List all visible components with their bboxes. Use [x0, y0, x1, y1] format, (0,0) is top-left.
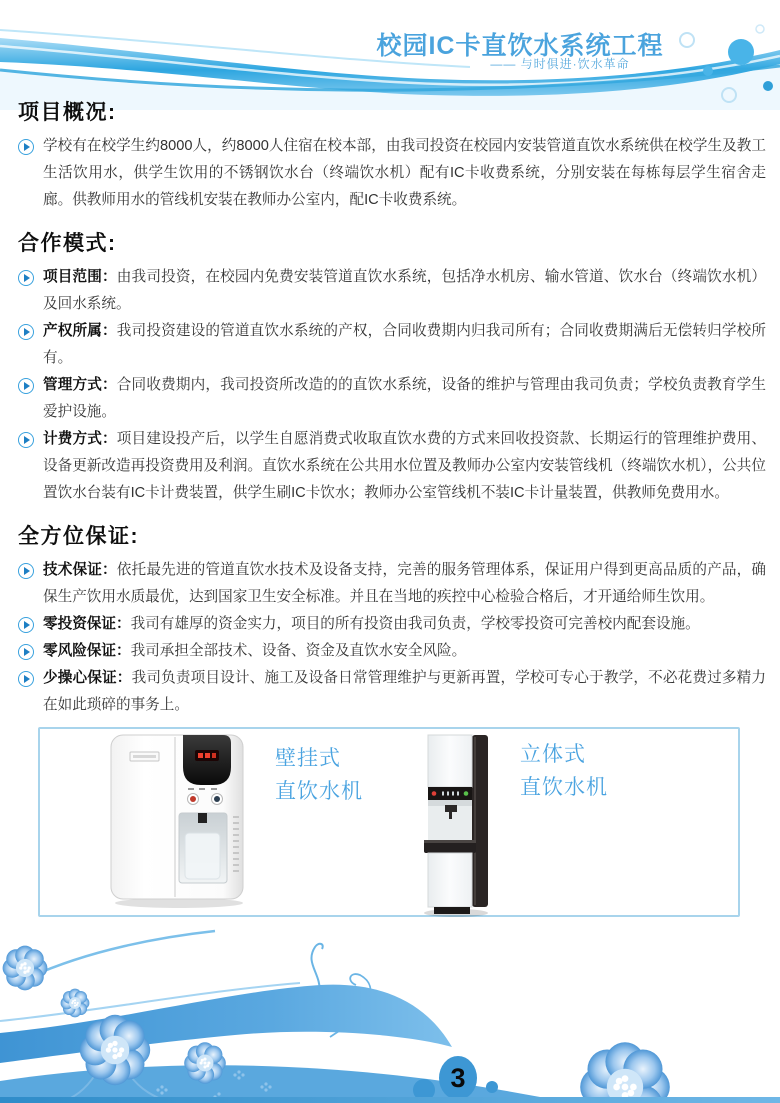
section-cooperation-model	[18, 231, 766, 507]
section-project-overview	[18, 100, 766, 214]
item-text: 合同收费期内，我司投资所改造的的直饮水系统，设备的维护与管理由我司负责；学校负责教育学生爱护设施。	[43, 377, 766, 420]
wall-mounted-dispenser-image	[103, 731, 259, 911]
lower-panel	[428, 853, 472, 907]
bullet-play-icon	[18, 139, 34, 155]
product-name: 直饮水机	[275, 780, 363, 803]
item-text: 我司有雄厚的资金实力，项目的所有投资由我司负责，学校零投资可完善校内配套设施。	[130, 616, 700, 632]
section-guarantees	[18, 524, 766, 719]
water-spout	[198, 813, 207, 823]
item-label: 零风险保证：	[43, 643, 131, 659]
page-number-badge: 3	[439, 1056, 477, 1100]
list-item	[18, 557, 766, 611]
product-name: 直饮水机	[520, 776, 608, 799]
list-item	[18, 133, 766, 214]
section-heading: 合作模式:	[18, 232, 117, 255]
bullet-play-icon	[18, 563, 34, 579]
item-text: 我司承担全部技术、设备、资金及直饮水安全风险。	[130, 643, 467, 659]
flower-icon	[80, 1015, 150, 1085]
list-item	[18, 264, 766, 318]
bullet-play-icon	[18, 644, 34, 660]
item-text: 我司投资建设的管道直饮水系统的产权，合同收费期内归我司所有；合同收费期满后无偿转归学校所有。	[43, 323, 766, 366]
product-label-wall-mounted	[275, 742, 363, 808]
bullet-play-icon	[18, 617, 34, 633]
product-label-floor-standing	[520, 738, 608, 804]
bullet-play-icon	[18, 378, 34, 394]
item-label: 少操心保证：	[43, 670, 132, 686]
item-label: 零投资保证：	[43, 616, 131, 632]
list-item	[18, 638, 766, 665]
section-heading: 项目概况:	[18, 101, 117, 124]
list-item	[18, 426, 766, 507]
list-item	[18, 372, 766, 426]
flower-icon	[3, 946, 48, 991]
base	[434, 907, 470, 914]
bullet-play-icon	[18, 270, 34, 286]
item-text: 由我司投资，在校园内免费安装管道直饮水系统，包括净水机房、输水管道、饮水台（终端饮水机）及回水系统。	[43, 269, 766, 312]
bubble-icon	[728, 39, 754, 65]
bullet-play-icon	[18, 671, 34, 687]
product-type: 壁挂式	[275, 747, 341, 770]
upper-panel	[428, 735, 472, 787]
page-title: 校园IC卡直饮水系统工程	[376, 32, 664, 60]
floor-standing-dispenser-image	[418, 733, 498, 918]
item-label: 产权所属：	[43, 323, 117, 339]
item-label: 计费方式：	[43, 431, 117, 447]
item-text: 依托最先进的管道直饮水技术及设备支持，完善的服务管理体系，保证用户得到更高品质的产品，确保生产饮用水质最优，达到国家卫生安全标准。并且在当地的疾控中心检验合格后，才开通给师生饮用。	[43, 562, 766, 605]
section-heading: 全方位保证:	[18, 525, 139, 548]
item-label: 技术保证：	[43, 562, 117, 578]
list-item	[18, 318, 766, 372]
list-item	[18, 611, 766, 638]
bullet-play-icon	[18, 432, 34, 448]
list-item	[18, 665, 766, 719]
badge-dot-icon	[486, 1081, 498, 1093]
bullet-play-icon	[18, 324, 34, 340]
flower-icon	[61, 989, 90, 1018]
bottom-edge-strip	[0, 1097, 780, 1103]
item-text: 项目建设投产后，以学生自愿消费式收取直饮水费的方式来回收投资款、长期运行的管理维护费用、设备更新改造再投资费用及利润。直饮水系统在公共用水位置及教师办公室内安装管线机（终端饮水机），公共位置饮水台装有IC卡计费装置，供学生刷IC卡饮水；教师办公室管线机不装IC卡计量装置，供教师免费用水。	[43, 431, 766, 501]
flower-icon	[184, 1042, 226, 1084]
product-type: 立体式	[520, 743, 586, 766]
flower-icon	[580, 1042, 670, 1103]
item-text: 学校有在校学生约8000人，约8000人住宿在校本部，由我司投资在校园内安装管道直饮水系统供在校学生及教工生活饮用水，供学生饮用的不锈钢饮水台（终端饮水机）配有IC卡收费系统，分别安装在每栋每层学生宿舍走廊。供教师用水的管线机安装在教师办公室内，配IC卡收费系统。	[43, 138, 766, 208]
footer-floral-decoration	[0, 925, 780, 1103]
content-area	[18, 100, 766, 719]
item-text: 我司负责项目设计、施工及设备日常管理维护与更新再置，学校可专心于教学，不必花费过多精力在如此琐碎的事务上。	[43, 670, 766, 713]
item-label: 管理方式：	[43, 377, 117, 393]
item-label: 项目范围：	[43, 269, 117, 285]
page-subtitle: —— 与时俱进·饮水革命	[490, 57, 630, 71]
